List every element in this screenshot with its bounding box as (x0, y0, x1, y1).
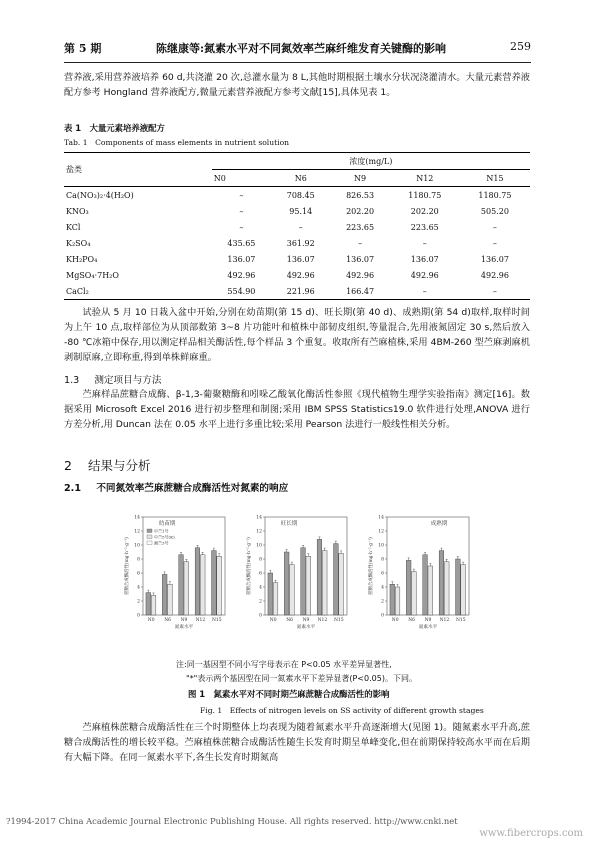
x-tick-label: N0 (391, 618, 399, 623)
y-tick-label: 2 (137, 599, 140, 605)
figure-caption-cn: 图 1 氮素水平对不同时期苎麻蔗糖合成酶活性的影响 (188, 689, 390, 699)
salt-name-cell: KNO₃ (66, 206, 89, 216)
x-tick-label: N12 (195, 618, 206, 623)
y-tick-label: 14 (256, 515, 262, 521)
x-tick-label: N12 (439, 618, 450, 623)
bar (461, 565, 466, 615)
section-1-3-heading (64, 372, 161, 386)
x-tick-label: N9 (424, 618, 432, 623)
concentration-cell: – (422, 238, 427, 248)
bar (146, 593, 151, 615)
methods-paragraph: 苎麻样品蔗糖合成酶、β-1,3-葡聚糖酶和吲哚乙酸氧化酶活性参照《现代植物生理学实验指南》测定[16]。数据采用 Microsoft Excel 2016 进行初步整理和制图;采用 IBM SPSS Statistics19.0 软件进行处理,ANOVA 进行方差分析,用 Duncan 法在 0.05 水平上进行多重比较;采用 Pearson 法进行一般线性相关分析。 (64, 389, 530, 430)
concentration-cell: 505.20 (480, 206, 509, 216)
bar (439, 551, 444, 615)
x-tick-label: N15 (333, 618, 344, 623)
x-tick-label: N6 (164, 618, 172, 623)
chart-title: 幼苗期 (158, 521, 176, 527)
section-title: 测定项目与方法 (94, 375, 162, 386)
col-header-level: N12 (390, 170, 460, 187)
chart-panel-maturity (365, 507, 475, 635)
table-title-cn: 表 1 大量元素培养液配方 (64, 123, 165, 133)
concentration-cell: 223.65 (346, 222, 375, 232)
salt-name-cell: CaCl₂ (64, 283, 212, 300)
y-tick-label: 10 (256, 543, 262, 549)
concentration-cell: 492.96 (480, 270, 509, 280)
y-axis-label: 蔗糖合成酶活性(mg·h⁻¹·g⁻¹) (247, 537, 252, 595)
figure-caption-en: Fig. 1 Effects of nitrogen levels on SS activity of different growth stages (200, 706, 484, 715)
running-title: 陈继康等:氮素水平对不同氮效率苎麻纤维发育关键酶的影响 (156, 42, 447, 55)
y-tick-label: 0 (381, 613, 384, 619)
table-row (64, 251, 530, 267)
concentration-cell: 136.07 (480, 254, 509, 264)
concentration-cell: 826.53 (346, 190, 375, 200)
concentration-cell: 136.07 (286, 254, 315, 264)
concentration-cell: 361.92 (286, 238, 315, 248)
bar (428, 566, 433, 615)
bar (212, 551, 217, 615)
concentration-cell: 136.07 (410, 254, 439, 264)
bar (168, 584, 173, 615)
concentration-cell: – (239, 190, 244, 200)
chart-title: 成熟期 (430, 521, 448, 527)
concentration-cell: – (492, 238, 497, 248)
section-2-heading (64, 456, 150, 474)
concentration-cell: 202.20 (410, 206, 439, 216)
concentration-cell: 166.47 (330, 283, 389, 300)
y-axis-label: 蔗糖合成酶活性(mg·h⁻¹·g⁻¹) (369, 537, 374, 595)
concentration-cell: 492.96 (346, 270, 375, 280)
legend-label: 中苎1号 (154, 528, 169, 534)
concentration-cell: 136.07 (227, 254, 256, 264)
x-tick-label: N12 (317, 618, 328, 623)
y-tick-label: 2 (259, 599, 262, 605)
x-tick-label: N9 (302, 618, 310, 623)
x-axis-label: 氮素水平 (296, 625, 316, 630)
x-axis-label: 氮素水平 (418, 625, 438, 630)
bar (301, 548, 306, 615)
bar (273, 583, 278, 615)
section-2-1-heading (64, 480, 288, 494)
concentration-cell: 1180.75 (478, 190, 512, 200)
table-row (64, 203, 530, 219)
bar (184, 562, 189, 615)
table-row (64, 219, 530, 235)
results-paragraph: 苎麻植株蔗糖合成酶活性在三个时期整体上均表现为随着氮素水平升高逐渐增大(见图 1)。随氮素水平升高,蔗糖合成酶活性的增长较平稳。苎麻植株蔗糖合成酶活性随生长发育时期呈单峰变化,但在前期保持较高水平而在后期有大幅下降。在同一氮素水平下,各生长发育时期氮高 (64, 722, 530, 763)
y-tick-label: 8 (259, 557, 262, 563)
y-tick-label: 10 (378, 543, 384, 549)
concentration-cell: 492.96 (410, 270, 439, 280)
salt-name-cell: Ca(NO₃)₂·4(H₂O) (66, 190, 134, 200)
section-title: 不同氮效率苎麻蔗糖合成酶活性对氮素的响应 (96, 483, 289, 494)
table-title-en: Tab. 1 Components of mass elements in nutrient solution (64, 138, 290, 147)
bar (322, 551, 327, 615)
y-tick-label: 0 (137, 613, 140, 619)
bar (395, 587, 400, 615)
bar (444, 562, 449, 615)
concentration-cell: 221.96 (271, 283, 330, 300)
concentration-cell: 492.96 (286, 270, 315, 280)
y-tick-label: 4 (381, 585, 384, 591)
y-tick-label: 4 (259, 585, 262, 591)
bar (317, 539, 322, 615)
y-tick-label: 8 (137, 557, 140, 563)
figure-note-2: "*"表示两个基因型在同一氮素水平下差异显著(P<0.05)。下同。 (186, 674, 417, 683)
concentration-cell: – (390, 283, 460, 300)
y-tick-label: 6 (137, 571, 140, 577)
table-row (64, 187, 530, 204)
concentration-cell: – (460, 283, 530, 300)
x-tick-label: N0 (147, 618, 155, 623)
salt-name-cell: KCl (66, 222, 81, 232)
salt-name-cell: KH₂PO₄ (66, 254, 98, 264)
concentration-cell: 223.65 (410, 222, 439, 232)
concentration-cell: – (358, 238, 363, 248)
salt-name-cell: MgSO₄·7H₂O (66, 270, 119, 280)
y-tick-label: 0 (259, 613, 262, 619)
bar (306, 556, 311, 615)
legend-swatch (147, 535, 152, 539)
y-tick-label: 14 (134, 515, 140, 521)
concentration-cell: 1180.75 (408, 190, 442, 200)
legend-label: 湘苎3号 (154, 540, 169, 546)
page-number: 259 (510, 40, 531, 53)
watermark: www.fibercrops.com (479, 828, 583, 839)
bar (217, 556, 222, 615)
issue-number: 第 5 期 (64, 42, 102, 55)
y-tick-label: 12 (134, 529, 140, 535)
concentration-cell: 492.96 (227, 270, 256, 280)
concentration-cell: 708.45 (286, 190, 315, 200)
section-number: 2.1 (64, 483, 81, 494)
bar (162, 574, 167, 615)
y-tick-label: 6 (381, 571, 384, 577)
legend-swatch (147, 541, 152, 545)
x-tick-label: N6 (286, 618, 294, 623)
header-rule (64, 62, 531, 63)
y-tick-label: 2 (381, 599, 384, 605)
bar (179, 555, 184, 615)
sampling-paragraph: 试验从 5 月 10 日栽入盆中开始,分别在幼苗期(第 15 d)、旺长期(第 40 d)、成熟期(第 54 d)取样,取样时间为上午 10 点,取样部位为从顶部数第 3~8 片功能叶和植株中部韧皮组织,等量混合,先用液氮固定 30 s,然后放入 -80 ℃冰箱中保存,用以测定样品相关酶活性,每个样品 3 个重复。收取所有苎麻植株,采用 4BM-260 型苎麻剥麻机剥制原麻,立即称重,得到单株鲜麻重。 (64, 307, 530, 363)
y-tick-label: 6 (259, 571, 262, 577)
concentration-cell: – (239, 206, 244, 216)
x-tick-label: N0 (269, 618, 277, 623)
col-header-salt: 盐类 (64, 153, 212, 187)
running-header (64, 40, 531, 58)
concentration-cell: 554.90 (212, 283, 271, 300)
bar (268, 573, 273, 615)
col-header-level: N6 (271, 170, 330, 187)
bar (151, 595, 156, 615)
figure-note-1: 注:同一基因型不同小写字母表示在 P<0.05 水平差异显著性, (176, 660, 392, 669)
x-axis-label: 氮素水平 (174, 625, 194, 630)
bar (406, 560, 411, 615)
bar (200, 555, 205, 615)
chart-panel-vigorous (243, 507, 353, 635)
copyright-line: ?1994-2017 China Academic Journal Electronic Publishing House. All rights reserved. http://www.cnki.net (6, 816, 458, 826)
concentration-cell: – (492, 222, 497, 232)
legend-swatch (147, 529, 152, 533)
section-title: 结果与分析 (87, 458, 151, 473)
bar (284, 552, 289, 615)
col-header-concentration: 浓度(mg/L) (212, 153, 530, 170)
y-tick-label: 12 (256, 529, 262, 535)
x-tick-label: N9 (180, 618, 188, 623)
chart-title: 旺长期 (280, 521, 298, 527)
y-tick-label: 10 (134, 543, 140, 549)
bar (412, 572, 417, 615)
col-header-level: N15 (460, 170, 530, 187)
y-tick-label: 12 (378, 529, 384, 535)
intro-paragraph: 营养液,采用营养液培养 60 d,共浇灌 20 次,总灌水量为 8 L,其他时期根据土壤水分状况浇灌清水。大量元素营养液配方参考 Hongland 营养液配方,微量元素营养液配方参考文献[15],具体见表 1。 (64, 72, 530, 98)
bar (334, 544, 339, 615)
table-row (64, 283, 530, 300)
y-tick-label: 14 (378, 515, 384, 521)
chart-svg (243, 507, 353, 635)
table-row (64, 267, 530, 283)
bar (195, 548, 200, 615)
bar (423, 555, 428, 615)
y-axis-label: 蔗糖合成酶活性(mg·h⁻¹·g⁻¹) (125, 537, 130, 595)
table-row (64, 235, 530, 251)
salt-name-cell: K₂SO₄ (66, 238, 91, 248)
chart-svg (121, 507, 231, 635)
chart-panel-seedling (121, 507, 231, 635)
legend-label: 中苎5号(K) (154, 534, 175, 540)
figure-1 (121, 497, 476, 652)
bar (290, 565, 295, 615)
y-tick-label: 4 (137, 585, 140, 591)
col-header-level: N0 (212, 170, 271, 187)
bar (339, 553, 344, 615)
chart-svg (365, 507, 475, 635)
section-number: 1.3 (64, 375, 80, 386)
x-tick-label: N15 (211, 618, 222, 623)
col-header-level: N9 (330, 170, 389, 187)
x-tick-label: N6 (408, 618, 416, 623)
x-tick-label: N15 (455, 618, 466, 623)
concentration-cell: 95.14 (289, 206, 313, 216)
section-number: 2 (64, 458, 72, 473)
concentration-cell: 202.20 (346, 206, 375, 216)
bar (390, 584, 395, 615)
bar (456, 559, 461, 615)
nutrient-table (64, 152, 530, 300)
concentration-cell: 136.07 (346, 254, 375, 264)
y-tick-label: 8 (381, 557, 384, 563)
page-footer (0, 810, 595, 842)
concentration-cell: 435.65 (227, 238, 256, 248)
concentration-cell: – (239, 222, 244, 232)
concentration-cell: – (298, 222, 303, 232)
